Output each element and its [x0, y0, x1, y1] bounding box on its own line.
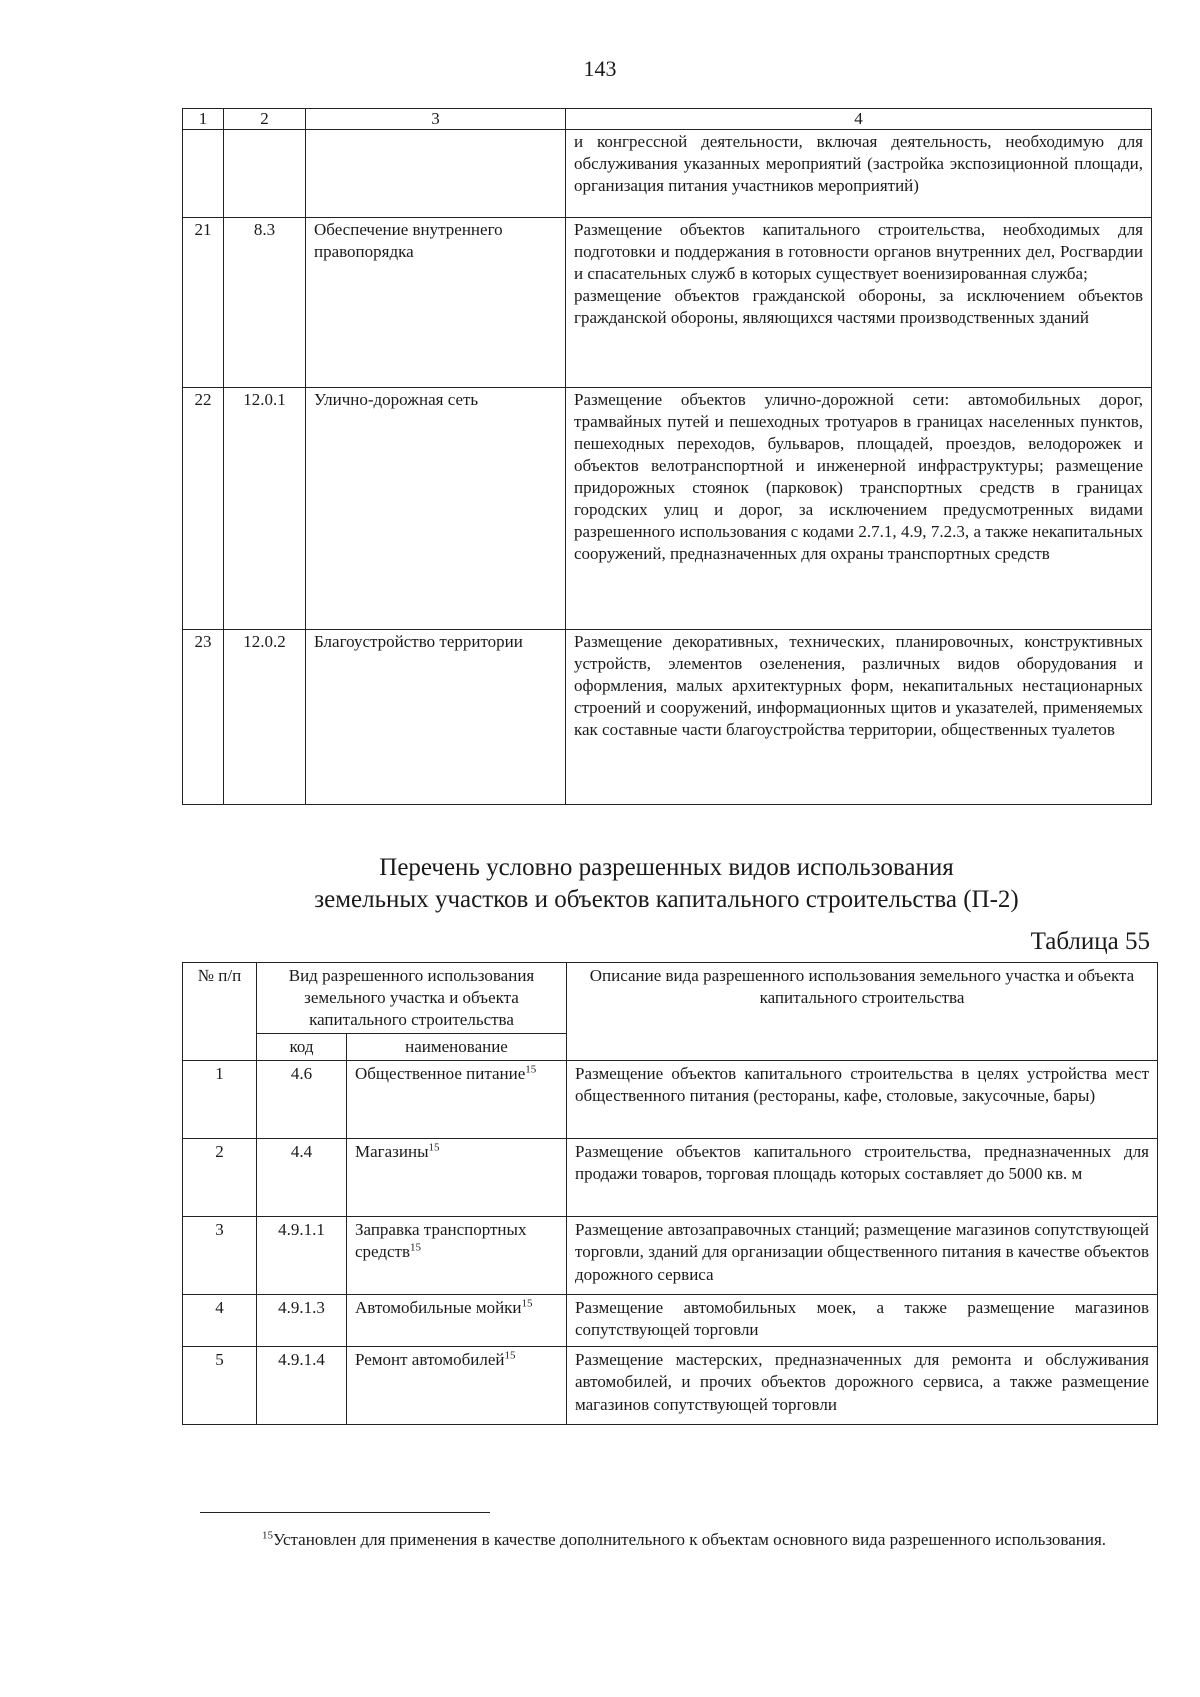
header-number: № п/п — [183, 963, 257, 1061]
row-name: Обеспечение внутреннего правопорядка — [306, 217, 566, 387]
row-description: Размещение мастерских, предназначенных для ремонта и обслуживания автомобилей, и прочих объектов дорожного сервиса, а также размещение магазинов сопутствующей торговли — [567, 1347, 1158, 1425]
row-description: Размещение декоративных, технических, планировочных, конструктивных устройств, элементов озеленения, различных видов оборудования и оформления, малых архитектурных форм, некапитальных нестационарных строений и сооружений, информационных щитов и указателей, применяемых как составные части благоустройства территории, общественных туалетов — [566, 629, 1152, 804]
column-number: 4 — [566, 109, 1152, 130]
row-number: 3 — [183, 1217, 257, 1295]
row-number: 2 — [183, 1139, 257, 1217]
row-code: 12.0.2 — [224, 629, 306, 804]
row-description: Размещение объектов капитального строительства в целях устройства мест общественного питания (рестораны, кафе, столовые, закусочные, бары) — [567, 1061, 1158, 1139]
page-number: 143 — [583, 56, 617, 81]
row-description: Размещение объектов улично-дорожной сети: автомобильных дорог, трамвайных путей и пешеходных тротуаров в границах населенных пунктов, пешеходных переходов, бульваров, площадей, проездов, велодорожек и объектов велотранспортной и инженерной инфраструктуры; размещение придорожных стоянок (парковок) транспортных средств в границах городских улиц и дорог, за исключением предусмотренных видами разрешенного использования с кодами 2.7.1, 4.9, 7.2.3, а также некапитальных сооружений, предназначенных для охраны транспортных средств — [566, 387, 1152, 629]
footnote-ref: 15 — [410, 1241, 422, 1254]
header-name: наименование — [347, 1034, 567, 1061]
row-code: 4.9.1.4 — [257, 1347, 347, 1425]
header-description: Описание вида разрешенного использования земельного участка и объекта капитального строительства — [567, 963, 1158, 1061]
table-header-row — [183, 963, 1158, 1034]
row-code: 4.6 — [257, 1061, 347, 1139]
footnote-text: Установлен для применения в качестве дополнительного к объектам основного вида разрешенного использования. — [273, 1530, 1107, 1549]
row-code: 4.9.1.1 — [257, 1217, 347, 1295]
row-name: Улично-дорожная сеть — [306, 387, 566, 629]
table-row — [183, 217, 1152, 387]
row-code: 12.0.1 — [224, 387, 306, 629]
row-name-text: Заправка транспортных средств — [355, 1220, 527, 1262]
footnote-ref: 15 — [521, 1297, 533, 1310]
row-description-part: размещение объектов гражданской обороны, за исключением объектов гражданской обороны, являющихся частями производственных зданий — [574, 285, 1143, 327]
row-description: Размещение автозаправочных станций; размещение магазинов сопутствующей торговли, зданий для организации общественного питания в качестве объектов дорожного сервиса — [567, 1217, 1158, 1295]
row-number: 21 — [183, 217, 224, 387]
footnote — [182, 1528, 1157, 1553]
row-number: 4 — [183, 1295, 257, 1347]
section-heading: земельных участков и объектов капитального строительства (П-2) — [314, 886, 1019, 913]
header-use-type: Вид разрешенного использования земельного участка и объекта капитального строительства — [257, 963, 567, 1034]
table-row — [183, 129, 1152, 217]
row-name — [347, 1061, 567, 1139]
row-name-text: Автомобильные мойки — [355, 1298, 522, 1318]
row-name-text: Ремонт автомобилей — [355, 1350, 505, 1370]
section-heading: Перечень условно разрешенных видов использования — [379, 854, 954, 881]
footnote-ref: 15 — [504, 1349, 516, 1362]
table-row — [183, 1347, 1158, 1425]
land-use-table-continued — [182, 108, 1152, 805]
column-number: 1 — [183, 109, 224, 130]
row-code — [224, 129, 306, 217]
row-description: и конгрессной деятельности, включая деятельность, необходимую для обслуживания указанных мероприятий (застройка экспозиционной площади, организация питания участников мероприятий) — [566, 129, 1152, 217]
row-name: Благоустройство территории — [306, 629, 566, 804]
row-number: 1 — [183, 1061, 257, 1139]
row-number: 5 — [183, 1347, 257, 1425]
row-name — [347, 1139, 567, 1217]
footnote-mark: 15 — [262, 1529, 273, 1542]
row-name — [347, 1347, 567, 1425]
table-row — [183, 629, 1152, 804]
row-name — [347, 1295, 567, 1347]
table-label: Таблица 55 — [1030, 928, 1150, 955]
table-row — [183, 387, 1152, 629]
footnote-ref: 15 — [525, 1063, 537, 1076]
row-number: 22 — [183, 387, 224, 629]
column-number: 2 — [224, 109, 306, 130]
conditional-use-table — [182, 962, 1158, 1425]
row-description: Размещение объектов капитального строительства, предназначенных для продажи товаров, торговая площадь которых составляет до 5000 кв. м — [567, 1139, 1158, 1217]
row-number: 23 — [183, 629, 224, 804]
column-number: 3 — [306, 109, 566, 130]
row-name-text: Общественное питание — [355, 1064, 526, 1084]
table-row — [183, 1295, 1158, 1347]
header-code: код — [257, 1034, 347, 1061]
row-description-part: Размещение объектов капитального строительства, необходимых для подготовки и поддержания в готовности органов внутренних дел, Росгвардии и спасательных служб в которых существует военизированная служба; — [574, 219, 1143, 283]
row-code: 4.9.1.3 — [257, 1295, 347, 1347]
row-name — [347, 1217, 567, 1295]
table-row — [183, 1061, 1158, 1139]
row-name-text: Магазины — [355, 1142, 429, 1162]
row-code: 4.4 — [257, 1139, 347, 1217]
row-description — [566, 217, 1152, 387]
footnote-separator — [200, 1512, 490, 1513]
table-row — [183, 1139, 1158, 1217]
footnote-ref: 15 — [428, 1141, 440, 1154]
row-code: 8.3 — [224, 217, 306, 387]
row-name — [306, 129, 566, 217]
column-number-row — [183, 109, 1152, 130]
row-number — [183, 129, 224, 217]
row-description: Размещение автомобильных моек, а также размещение магазинов сопутствующей торговли — [567, 1295, 1158, 1347]
table-row — [183, 1217, 1158, 1295]
